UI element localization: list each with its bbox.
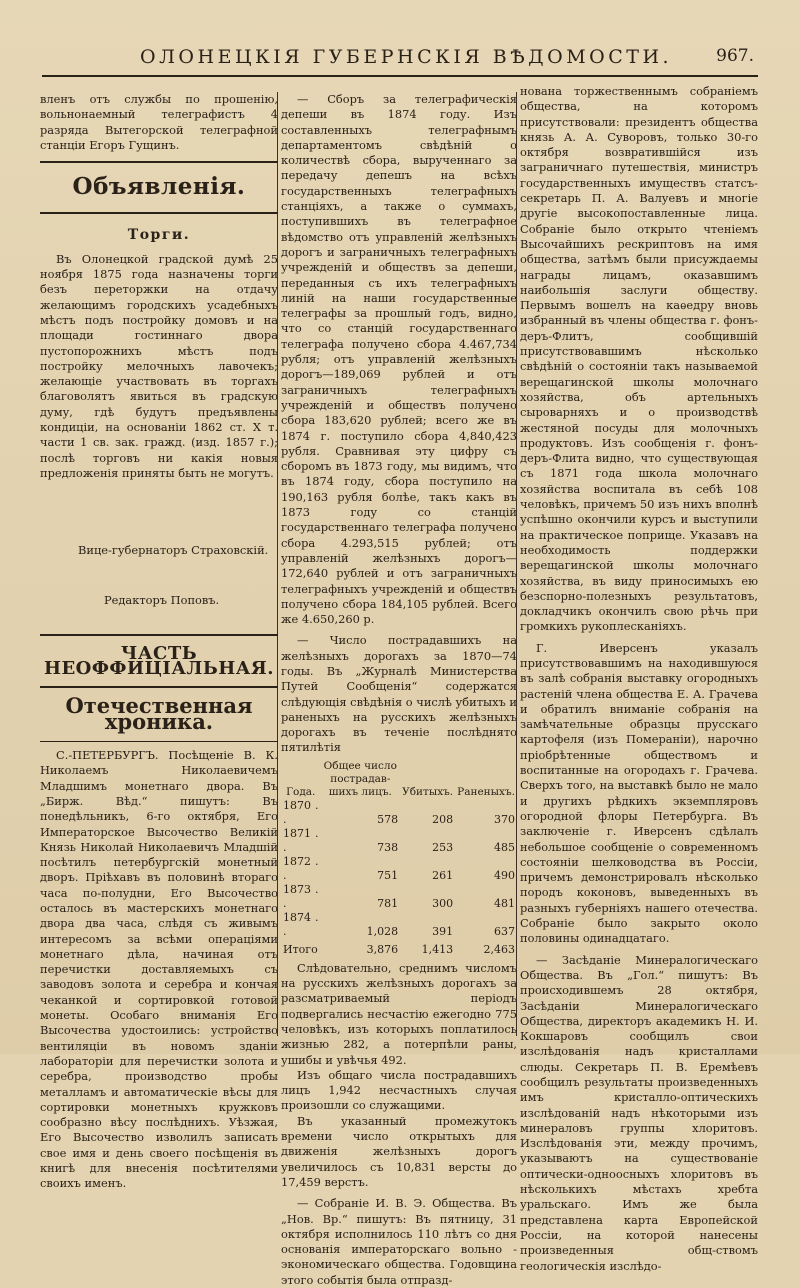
table-cell: 370 xyxy=(494,812,515,826)
editor-signature: Редакторъ Поповъ. xyxy=(104,592,220,607)
part-title: ЧАСТЬ НЕОФФИЦІАЛЬНАЯ. xyxy=(43,642,275,680)
divider xyxy=(40,161,278,163)
table-cell: 1871 . . xyxy=(283,826,319,854)
table-cell: 1874 . . xyxy=(283,910,319,938)
table-cell: 578 xyxy=(377,812,399,826)
table-cell: 253 xyxy=(432,840,454,854)
table-cell: 738 xyxy=(377,840,399,854)
table-cell: 481 xyxy=(494,896,515,910)
victims-summary-paragraph: Слѣдовательно, среднимъ числомъ на русскихъ желѣзныхъ дорогахъ за разсматриваемый періодъ подвергались несчастію ежегодно 775 человѣкъ, изъ которыхъ поплатилось жизнью 282, а потерпѣли раны, ушибы и увѣчья 492. xyxy=(281,960,517,1067)
table-cell: 485 xyxy=(494,840,515,854)
header-rule xyxy=(42,75,758,77)
table-cell: Итого xyxy=(283,942,318,956)
table-cell: 1873 . . xyxy=(283,882,319,910)
column-1 xyxy=(40,92,278,1192)
table-header: Убитыхъ. xyxy=(402,785,454,798)
table-row xyxy=(281,911,517,939)
table-cell: 637 xyxy=(494,924,515,938)
announcements-title: Объявленія. xyxy=(72,173,246,201)
table-cell: 781 xyxy=(377,896,399,910)
society-continued-paragraph: нована торжественнымъ собраніемъ общества, на которомъ присутствовали: президентъ общества князь А. А. Суворовъ, только 30-го октября возвратившійся изъ заграничнаго путешествія, министръ государственныхъ имуществъ статсъ-секретарь П. А. Валуевъ и многіе другіе высокопоставленные лица. Собраніе было открыто чтеніемъ Высочайшихъ рескриптовъ на имя общества, затѣмъ были присуждаемы награды лицамъ, оказавшимъ наибольшія заслуги обществу. Первымъ вошелъ на каѳедру вновь избранный въ члены общества г. фонъ-деръ-Флитъ, сообщившій присутствовавшимъ нѣсколько свѣдѣній о состояніи такъ называемой верещагинской школы молочнаго хозяйства, объ артельныхъ сыроварняхъ и о производствѣ жестяной посуды для молочныхъ продуктовъ. Изъ сообщенія г. фонъ-деръ-Флита видно, что существующая съ 1871 года школа молочнаго хозяйства воспитала въ себѣ 108 человѣкъ, причемъ 50 изъ нихъ вполнѣ успѣшно окончили курсъ и выступили на практическое поприще. Указавъ на необходимость поддержки верещагинской школы молочнаго хозяйства, въ виду приносимыхъ ею безспорно-полезныхъ результатовъ, докладчикъ окончилъ свою рѣчь при громкихъ рукоплесканіяхъ. xyxy=(520,84,758,634)
table-header-row xyxy=(281,760,517,799)
divider xyxy=(40,212,278,214)
railway-length-paragraph: Въ указанный промежутокъ времени число открытыхъ для движенія желѣзныхъ дорогъ увеличилось съ 10,831 версты до 17,459 верстъ. xyxy=(281,1113,517,1189)
page-number: 967. xyxy=(716,46,754,66)
table-cell: 261 xyxy=(432,868,454,882)
vice-governor-signature: Вице-губернаторъ Страховскій. xyxy=(78,543,269,558)
table-header: Общее число пострадав-шихъ лицъ. xyxy=(323,759,397,798)
newspaper-title: ОЛОНЕЦКІЯ ГУБЕРНСКІЯ ВѢДОМОСТИ. xyxy=(140,46,673,68)
auction-paragraph: Въ Олонецкой градской думѣ 25 ноября 1875 года назначены торги безъ переторжки на отдачу желающимъ городскихъ усадебныхъ мѣстъ подъ постройку домовъ и на площади гостиннаго двора пустопорожнихъ мѣстъ подъ постройку мелочныхъ лавочекъ; желающіе участвовать въ торгахъ благоволятъ явиться въ градскую думу, гдѣ будутъ предъявлены кондиціи, на основаніи 1862 ст. X т. части 1 св. зак. гражд. (изд. 1857 г.); послѣ торговъ ни какія новыя предложенія приняты быть не могутъ. xyxy=(40,251,278,480)
table-cell: 1,413 xyxy=(421,942,454,956)
divider xyxy=(40,634,278,636)
victims-paragraph: — Число пострадавшихъ на желѣзныхъ дорогахъ за 1870—74 годы. Въ „Журналѣ Министерства Путей Сообщенія“ содержатся слѣдующія свѣдѣнія о числѣ убитыхъ и раненыхъ на русскихъ желѣзныхъ дорогахъ въ теченіе послѣднято пятилѣтія xyxy=(281,633,517,755)
table-cell: 2,463 xyxy=(483,942,515,956)
table-cell: 391 xyxy=(432,924,454,938)
table-row xyxy=(281,883,517,911)
chronicle-paragraph: С.-ПЕТЕРБУРГЪ. Посѣщеніе В. К. Николаемъ Николаевичемъ Младшимъ монетнаго двора. Въ „Бирж. Вѣд.“ пишутъ: Въ понедѣльникъ, 6-го октября, Его Императорское Высочество Великій Князь Николай Николаевичъ Младшій посѣтилъ петербургскій монетный дворъ. Пріѣхавъ въ половинѣ втораго часа по-полудни, Его Высочество осталось въ мастерскихъ монетнаго двора два часа, слѣдя съ живымъ интересомъ за всѣми операціями монетнаго дѣла, начиная отъ перечистки доставляемыхъ съ заводовъ золота и серебра и кончая чеканкой и сортировкой готовой монеты. Особаго вниманія Его Высочества удостоились: устройство вентиляціи въ новомъ зданіи лабораторіи для перечистки золота и серебра, производство пробы металламъ и автоматическіе вѣсы для сортировки монетныхъ кружковъ сообразно вѣсу послѣднихъ. Уѣзжая, Его Высочество изволилъ записать свое имя и день своего посѣщенія въ книгѣ для внесенія посѣтителями своихъ именъ. xyxy=(40,748,278,1191)
table-cell: 1872 . . xyxy=(283,854,319,882)
table-total-row xyxy=(281,939,517,957)
table-cell: 490 xyxy=(494,868,515,882)
chronicle-title: Отечественная хроника. xyxy=(65,693,253,734)
page-header xyxy=(0,40,800,80)
table-cell: 3,876 xyxy=(366,942,399,956)
table-cell: 300 xyxy=(432,896,454,910)
table-row xyxy=(281,799,517,827)
mineral-society-paragraph: — Засѣданіе Минералогическаго Общества. Въ „Гол.“ пишутъ: Въ происходившемъ 28 октября, Засѣданіи Минералогическаго Общества, директоръ академикъ Н. И. Кокшаровъ сообщилъ свои изслѣдованія надъ кристаллами слюды. Секретарь П. В. Еремѣевъ сообщилъ результаты произведенныхъ имъ кристалло-оптическихъ изслѣдованій надъ нѣкоторыми изъ минераловъ группы хлоритовъ. Изслѣдованія эти, между прочимъ, указываютъ на существованіе оптически-одноосныхъ хлоритовъ въ нѣсколькихъ мѣстахъ хребта уральскаго. Имъ же была представлена карта Европейской Россіи, на которой нанесены произведенныя общ-ствомъ геологическія изслѣдо- xyxy=(520,952,758,1273)
intro-paragraph: вленъ отъ службы по прошенію, вольнонаемный телеграфистъ 4 разряда Вытегорской телеграфной станціи Егоръ Гущинъ. xyxy=(40,92,278,152)
table-cell: 751 xyxy=(377,868,399,882)
victims-table xyxy=(281,760,517,957)
column-3 xyxy=(520,84,758,1274)
column-2 xyxy=(281,92,517,1288)
divider xyxy=(40,741,278,742)
table-header: Года. xyxy=(286,785,316,798)
auction-title: Торги. xyxy=(127,227,191,244)
table-cell: 208 xyxy=(432,812,454,826)
table-row xyxy=(281,827,517,855)
table-cell: 1,028 xyxy=(366,924,399,938)
society-paragraph: — Собраніе И. В. Э. Общества. Въ „Нов. Вр.“ пишутъ: Въ пятницу, 31 октября исполнилось 110 лѣтъ со дня основанія императорскаго вольно - экономическаго общества. Годовщина этого событія была отпразд- xyxy=(281,1196,517,1287)
victims-employees-paragraph: Изъ общаго числа пострадавшихъ лицъ 1,942 несчастныхъ случая произошли со служащими. xyxy=(281,1067,517,1113)
divider xyxy=(40,686,278,688)
telegraph-paragraph: — Сборъ за телеграфическія депеши въ 1874 году. Изъ составленныхъ телеграфнымъ департаментомъ свѣдѣній о количествѣ сбора, вырученнаго за передачу депешъ на всѣхъ государственныхъ телеграфныхъ станціяхъ, а также о суммахъ, поступившихъ въ телеграфное вѣдомство отъ управленій желѣзныхъ дорогъ и заграничныхъ телеграфныхъ учрежденій и обществъ за депеши, переданныя съ ихъ телеграфныхъ линій на наши государственные телеграфы за прошлый годъ, видно, что со станцій государственнаго телеграфа получено сбора 4.467,734 рубля; отъ управленій желѣзныхъ дорогъ—189,069 рублей и отъ заграничныхъ телеграфныхъ учрежденій и обществъ получено сбора 183,620 рублей; всего же въ 1874 г. поступило сбора 4,840,423 рубля. Сравнивая эту цифру съ сборомъ въ 1873 году, мы видимъ, что въ 1874 году, сбора поступило на 190,163 рубля болѣе, такъ какъ въ 1873 году со станцій государственнаго телеграфа получено сбора 4.293,515 рублей; отъ управленій желѣзныхъ дорогъ—172,640 рублей и отъ заграничныхъ телеграфныхъ учрежденій и обществъ получено сбора 184,105 рублей. Всего же 4.650,260 р. xyxy=(281,92,517,627)
table-cell: 1870 . . xyxy=(283,798,319,826)
table-header: Раненыхъ. xyxy=(457,785,515,798)
iversen-paragraph: Г. Иверсенъ указалъ присутствовавшимъ на находившуюся въ залѣ собранія выставку огородныхъ растеній члена общества Е. А. Грачева и обратилъ вниманіе собранія на замѣчательные образцы прусскаго картофеля (изъ Помераніи), нарочно пріобрѣтенные обществомъ и воспитанные на огородахъ г. Грачева. Сверхъ того, на выставкѣ было не мало и другихъ рѣдкихъ экземпляровъ огородной флоры Петербурга. Въ заключеніе г. Иверсенъ сдѣлалъ небольшое сообщеніе о современномъ состояніи шелководства въ Россіи, причемъ демонстрировалъ нѣсколько породъ коконовъ, выведенныхъ въ разныхъ губерніяхъ нашего отечества. Собраніе было закрыто около половины одинадцатаго. xyxy=(520,640,758,946)
table-row xyxy=(281,855,517,883)
